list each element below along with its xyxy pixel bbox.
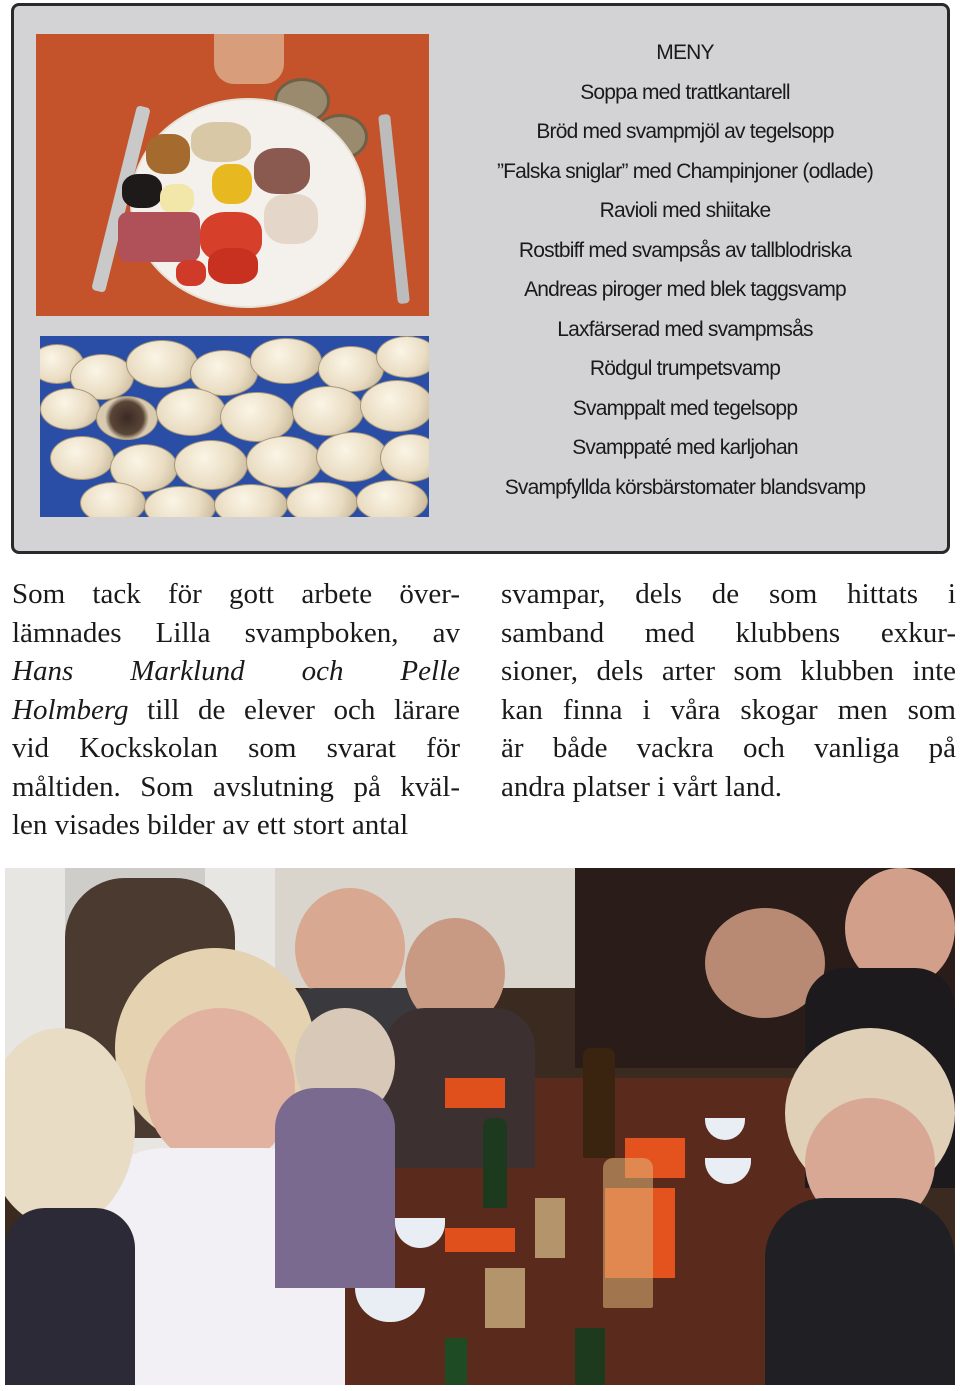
- article-line: [12, 691, 460, 730]
- food-plate-photo: [36, 34, 429, 316]
- person: [275, 1088, 395, 1288]
- menu-item: Svamppalt med tegelsopp: [572, 396, 798, 420]
- article-line: svampar, dels de som hittats i: [501, 578, 956, 610]
- mushroom: [50, 436, 114, 480]
- menu-list: [470, 33, 900, 507]
- dinner-photo: [5, 868, 955, 1385]
- mushroom: [220, 392, 294, 442]
- menu-item: Laxfärserad med svampmsås: [557, 317, 813, 341]
- bottle: [445, 1338, 467, 1385]
- menu-item: Rostbiff med svampsås av tallblodriska: [518, 238, 852, 262]
- mushroom: [144, 486, 216, 517]
- mushroom: [250, 338, 322, 384]
- food-item: [118, 212, 200, 262]
- bottle: [603, 1158, 653, 1308]
- menu-title: MENY: [656, 41, 714, 64]
- menu-item: Svampfyllda körsbärstomater blandsvamp: [504, 475, 866, 499]
- author-surname: Holmberg: [12, 693, 129, 726]
- mushroom: [356, 480, 428, 517]
- article-line: sioner, dels arter som klubben inte: [501, 655, 956, 687]
- food-item: [146, 134, 190, 174]
- mushroom: [316, 432, 388, 482]
- knife-shape: [378, 114, 410, 304]
- article-column-left: [12, 575, 460, 845]
- food-item: [122, 174, 162, 208]
- menu-item: Rödgul trumpetsvamp: [589, 357, 781, 380]
- mushroom: [80, 482, 146, 517]
- mushrooms-photo: [40, 336, 429, 517]
- bottle: [575, 1328, 605, 1385]
- glass-shape: [214, 34, 284, 84]
- mushroom: [246, 436, 322, 488]
- mushroom: [292, 386, 364, 436]
- menu-item: ”Falska sniglar” med Champinjoner (odlade): [496, 159, 874, 183]
- article-line: är både vackra och vanliga på: [501, 732, 956, 764]
- bottle: [583, 1048, 615, 1158]
- menu-item: Svamppaté med karljohan: [572, 436, 798, 459]
- food-item: [160, 184, 194, 214]
- mushroom: [286, 482, 358, 517]
- article-line: len visades bilder av ett stort antal: [12, 809, 409, 841]
- mushroom: [380, 434, 429, 482]
- person: [765, 1198, 955, 1385]
- article-column-right: [501, 575, 956, 806]
- glass: [535, 1198, 565, 1258]
- mushroom: [40, 388, 100, 430]
- article-line: samband med klubbens exkur-: [501, 616, 956, 649]
- food-item: [191, 122, 251, 162]
- mushroom: [360, 380, 429, 432]
- glass: [485, 1268, 525, 1328]
- food-item: [176, 260, 206, 286]
- food-item: [254, 148, 310, 194]
- article-text: till de elever och lärare: [128, 693, 460, 726]
- food-item: [212, 164, 252, 204]
- menu-item: Soppa med trattkantarell: [580, 80, 790, 104]
- author-names: Hans Marklund och Pelle: [12, 655, 460, 687]
- article-line: lämnades Lilla svampboken, av: [12, 616, 460, 649]
- napkin: [445, 1078, 505, 1108]
- article-line: Som tack för gott arbete över-: [12, 578, 460, 610]
- bottle: [483, 1118, 507, 1208]
- person-face: [145, 1008, 295, 1168]
- article-line: kan finna i våra skogar men som: [501, 693, 956, 726]
- food-item: [264, 194, 318, 244]
- article-line: måltiden. Som avslutning på kväl-: [12, 770, 460, 803]
- article-line: [12, 652, 460, 691]
- napkin: [445, 1228, 515, 1252]
- menu-item: Ravioli med shiitake: [599, 199, 771, 222]
- mushroom: [156, 388, 226, 436]
- mushroom: [376, 336, 429, 378]
- article-line: andra platser i vårt land.: [501, 770, 783, 803]
- mushroom: [174, 440, 248, 490]
- mushroom: [214, 484, 288, 517]
- food-item: [208, 248, 258, 284]
- mushroom: [126, 340, 198, 388]
- menu-item: Bröd med svampmjöl av tegelsopp: [536, 120, 834, 143]
- menu-item: Andreas piroger med blek taggsvamp: [524, 278, 846, 301]
- mushroom-gills: [96, 396, 158, 440]
- person: [5, 1208, 135, 1385]
- article-line: vid Kockskolan som svarat för: [12, 732, 460, 764]
